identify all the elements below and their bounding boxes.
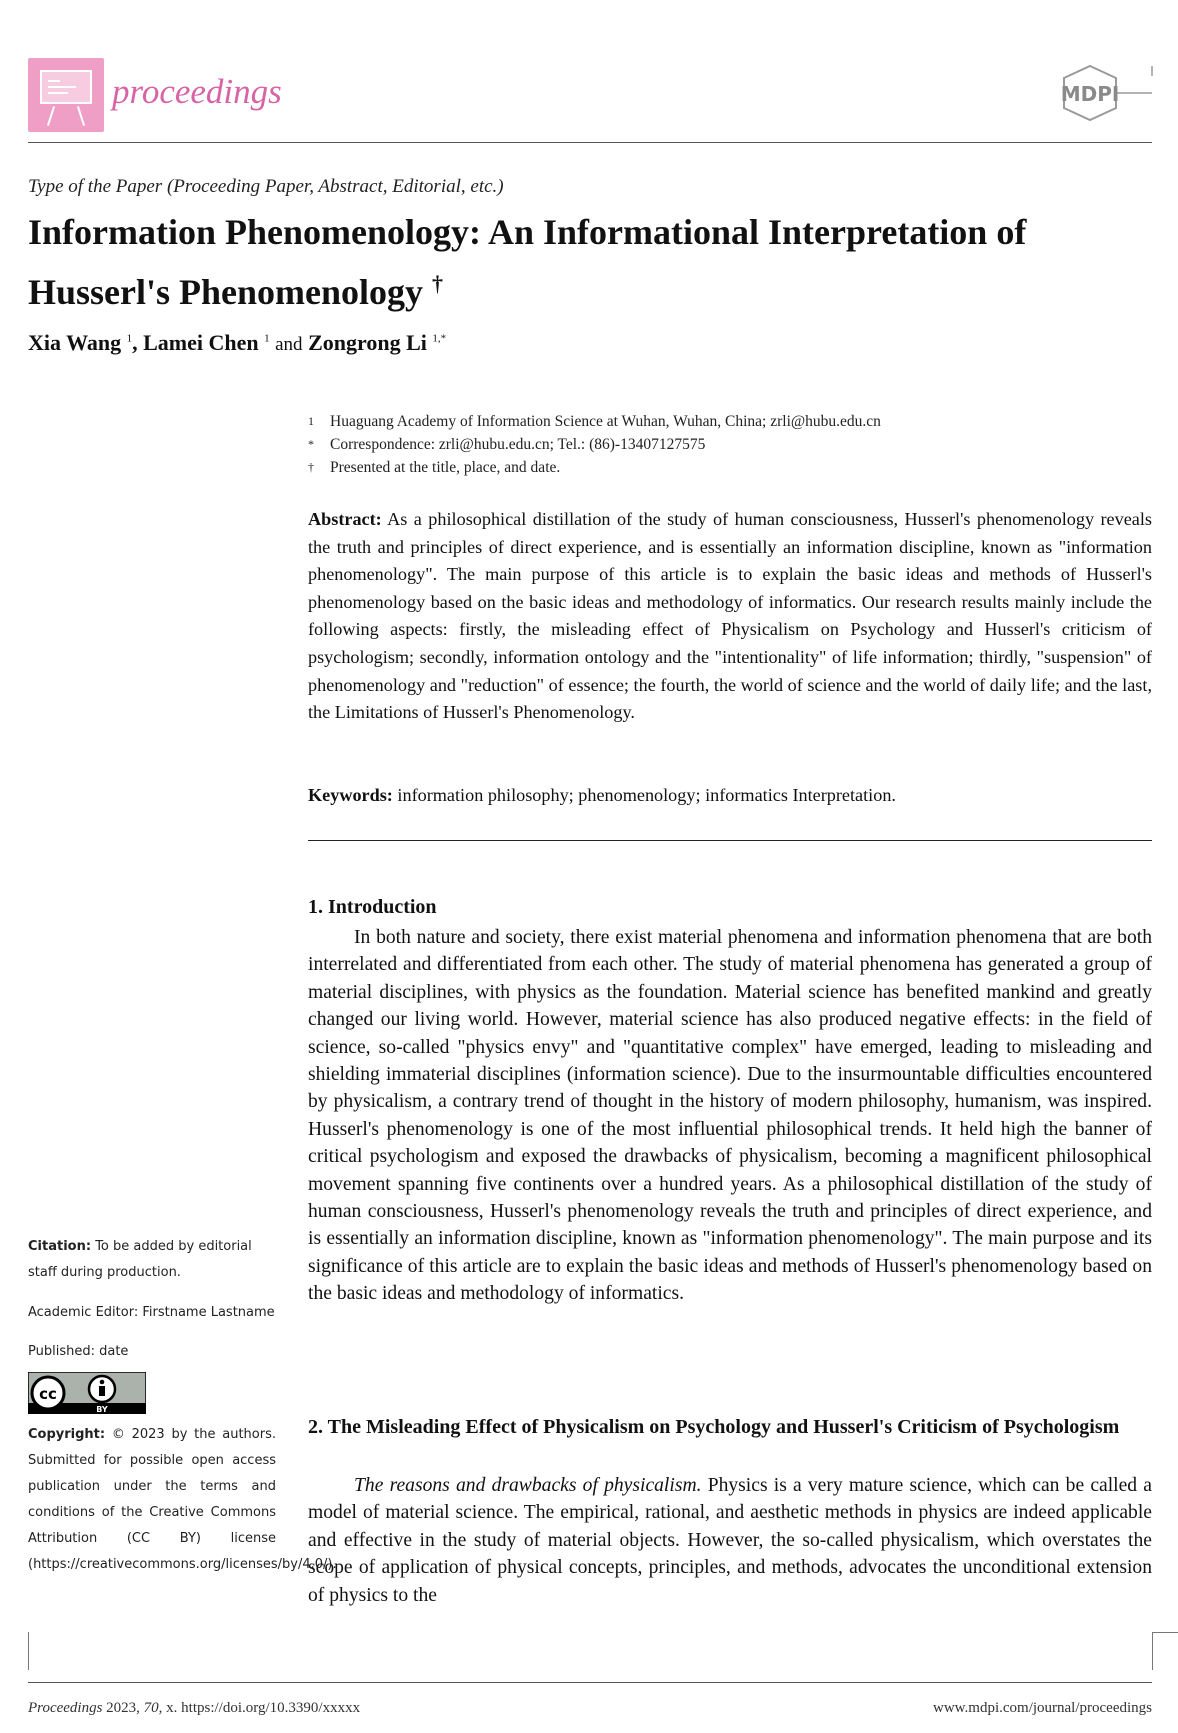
paper-type: Type of the Paper (Proceeding Paper, Abstract, Editorial, etc.) xyxy=(28,176,504,197)
author-affiliation-mark: 1 xyxy=(126,332,133,345)
affiliation-row xyxy=(308,433,1152,456)
section-heading: 2. The Misleading Effect of Physicalism on Psychology and Husserl's Criticism of Psychologism xyxy=(308,1416,1120,1438)
logo-line xyxy=(48,92,68,94)
author-name: Xia Wang xyxy=(28,330,122,355)
author-affiliation-mark: 1 xyxy=(264,332,270,345)
affiliation-text: Correspondence: zrli@hubu.edu.cn; Tel.: (86)-13407127575 xyxy=(330,436,706,453)
journal-name: proceedings xyxy=(112,72,282,111)
published-date xyxy=(28,1339,276,1365)
author-name: Lamei Chen xyxy=(143,330,259,355)
abstract-text: As a philosophical distillation of the study of human consciousness, Husserl's phenomenology reveals the truth and principles of direct experience, and is essentially an information discipline, known as "information phenomenology". The main purpose of this article is to explain the basic ideas and methods of Husserl's phenomenology based on the basic ideas and methodology of informatics. Our research results mainly include the following aspects: firstly, the misleading effect of Physicalism on Psychology and Husserl's criticism of psychologism; secondly, information ontology and the "intentionality" of life information; thirdly, "suspension" of phenomenology and "reduction" of essence; the fourth, the world of science and the world of daily life; and the last, the Limitations of Husserl's Phenomenology. xyxy=(308,509,1152,723)
footer-citation xyxy=(28,1700,360,1717)
affiliation-text: Huaguang Academy of Information Science at Wuhan, Wuhan, China; zrli@hubu.edu.cn xyxy=(330,413,881,430)
keywords-label: Keywords: xyxy=(308,785,393,805)
paper-title xyxy=(28,206,1138,318)
author-conjunction: and xyxy=(275,334,303,355)
copyright-label: Copyright: xyxy=(28,1427,106,1442)
affiliation-marker: † xyxy=(308,460,314,474)
copyright-note xyxy=(28,1422,337,1578)
citation-label: Citation: xyxy=(28,1239,92,1254)
affiliation-marker: * xyxy=(308,437,314,451)
footer-journal-url: www.mdpi.com/journal/proceedings xyxy=(933,1700,1152,1716)
paragraph-lead: The reasons and drawbacks of physicalism. xyxy=(354,1475,702,1496)
section-paragraph xyxy=(308,1472,1152,1609)
author-list xyxy=(28,330,446,356)
logo-line xyxy=(48,86,76,88)
editor-label: Academic Editor: xyxy=(28,1305,139,1320)
abstract-label: Abstract: xyxy=(308,509,382,529)
author-affiliation-mark: 1,* xyxy=(432,332,447,345)
keywords xyxy=(308,782,1152,809)
keywords-text: information philosophy; phenomenology; informatics Interpretation. xyxy=(397,785,896,805)
section-heading: 1. Introduction xyxy=(308,896,437,918)
footer-divider xyxy=(28,1682,1152,1683)
cc-by-label: BY xyxy=(96,1405,108,1414)
affiliation-row xyxy=(308,410,1152,433)
abstract xyxy=(308,506,1152,727)
affiliation-marker: 1 xyxy=(308,414,314,428)
footer-year: 2023, xyxy=(106,1700,140,1716)
logo-line xyxy=(48,80,60,82)
footer-volume: 70, xyxy=(143,1700,163,1716)
footer-doi: x. https://doi.org/10.3390/xxxxx xyxy=(166,1700,361,1716)
editor-name: Firstname Lastname xyxy=(142,1305,275,1320)
mdpi-logo-text: MDPI xyxy=(1060,82,1120,106)
logo-leg xyxy=(47,106,55,126)
copyright-text: © 2023 by the authors. Submitted for possible open access publication under the terms and conditions of the Creative Commons Attribution (CC BY) license (https://creativecommons.org/licenses/by/4.0/). xyxy=(28,1427,337,1572)
cc-by-icon xyxy=(28,1372,146,1414)
paragraph-text: Physics is a very mature science, which can be called a model of material science. The empirical, rational, and aesthetic methods in physics are indeed applicable and effective in the study of material objects. However, the so-called physicalism, which overstates the scope of application of physical concepts, principles, and methods, advocates the unconditional extension of physics to the xyxy=(308,1475,1152,1606)
author-separator: , xyxy=(132,330,138,355)
section-paragraph: In both nature and society, there exist material phenomena and information phenomena that are both interrelated and differentiated from each other. The study of material phenomena has generated a group of material disciplines, with physics as the foundation. Material science has benefited mankind and greatly changed our living world. However, material science has also produced negative effects: in the field of science, so-called "physics envy" and "quantitative complex" have emerged, leading to misleading and shielding immaterial disciplines (information science). Due to the insurmountable difficulties encountered by physicalism, a contrary trend of thought in the history of modern philosophy, humanism, was inspired. Husserl's phenomenology is one of the most influential philosophical trends. It held high the banner of critical psychologism and exposed the drawbacks of physicalism, becoming a magnificent philosophical movement spanning five continents over a hundred years. As a philosophical distillation of the study of human consciousness, Husserl's phenomenology reveals the truth and principles of direct experience, and is essentially an information discipline, known as "information phenomenology". The main purpose and its significance of this article are to explain the basic ideas and methods of Husserl's phenomenology based on the basic ideas and methodology of informatics. xyxy=(308,927,1152,1305)
affiliation-row xyxy=(308,456,1152,479)
svg-text:cc: cc xyxy=(39,1385,57,1403)
footer-corner-mark xyxy=(1152,1632,1178,1670)
affiliation-text: Presented at the title, place, and date. xyxy=(330,459,561,476)
header-divider xyxy=(28,142,1152,143)
footer-journal: Proceedings xyxy=(28,1700,103,1716)
citation-text: To be added by editorial staff during production. xyxy=(28,1239,252,1280)
citation-note xyxy=(28,1234,276,1286)
proceedings-logo xyxy=(28,58,104,132)
footer-corner-mark xyxy=(28,1632,29,1670)
title-footnote-mark: † xyxy=(432,271,444,296)
mdpi-logo xyxy=(1058,64,1154,122)
author-name: Zongrong Li xyxy=(308,330,427,355)
academic-editor xyxy=(28,1300,276,1326)
published-label: Published: xyxy=(28,1344,95,1359)
logo-leg xyxy=(77,106,85,126)
affiliations xyxy=(308,410,1152,479)
abstract-divider xyxy=(308,840,1152,841)
published-value: date xyxy=(99,1344,129,1359)
paper-title-text: Information Phenomenology: An Informational Interpretation of Husserl's Phenomenology xyxy=(28,212,1027,312)
